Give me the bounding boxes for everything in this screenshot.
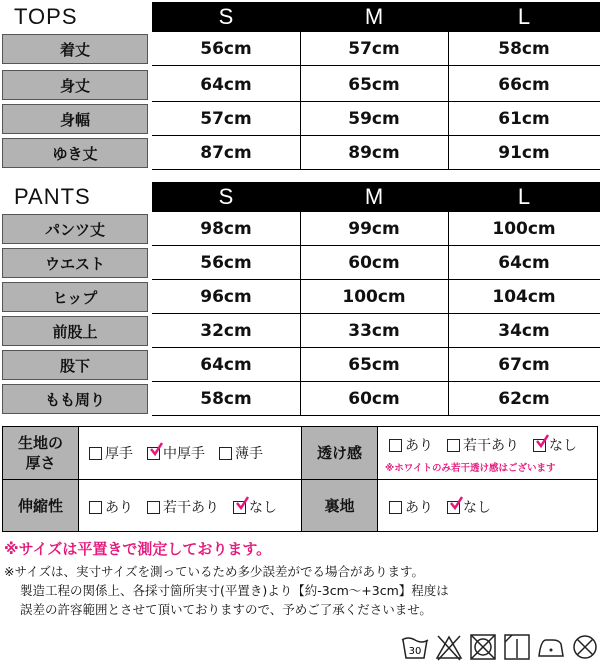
option-label: 薄手 [235, 446, 263, 462]
option-label: なし [463, 500, 491, 516]
disclaimer-line: 誤差の許容範囲とさせて頂いておりますので、予めご了承くださいませ。 [20, 602, 432, 617]
fabric-feature-table [2, 426, 598, 532]
size-value: 99cm [348, 219, 400, 239]
row-divider [152, 169, 600, 170]
column-divider [448, 32, 449, 170]
checkbox-icon [89, 501, 102, 514]
option-yes[interactable] [389, 497, 433, 517]
size-value: 100cm [342, 287, 406, 307]
line-dry-shade-icon [502, 632, 532, 662]
option-none[interactable] [533, 435, 577, 455]
size-value: 57cm [200, 109, 252, 129]
column-divider [448, 212, 449, 416]
size-value: 64cm [498, 253, 550, 273]
size-value: 32cm [200, 321, 252, 341]
thickness-label [3, 427, 79, 479]
checkbox-icon [389, 439, 402, 452]
option-thin[interactable] [219, 443, 263, 463]
option-medium-thick[interactable] [147, 443, 205, 463]
row-label: もも周り [2, 384, 148, 414]
size-value: 87cm [200, 143, 252, 163]
option-label: あり [405, 438, 433, 454]
option-label: なし [249, 500, 277, 516]
option-yes[interactable] [389, 435, 433, 455]
option-label: なし [549, 438, 577, 454]
sheer-options [389, 435, 591, 455]
low-iron-icon [536, 632, 566, 662]
dry-clean-icon [570, 632, 600, 662]
size-value: 56cm [200, 39, 252, 59]
size-value: 59cm [348, 109, 400, 129]
size-value: 104cm [492, 287, 556, 307]
size-value: 60cm [348, 389, 400, 409]
size-value: 65cm [348, 355, 400, 375]
row-label: 身丈 [2, 70, 148, 100]
size-value: 58cm [200, 389, 252, 409]
pants-header-s: S [152, 182, 300, 212]
size-value: 67cm [498, 355, 550, 375]
option-label: 中厚手 [163, 446, 205, 462]
sheer-note: ※ホワイトのみ若干透け感はございます [385, 463, 556, 474]
option-label: あり [105, 500, 133, 516]
row-label: ゆき丈 [2, 138, 148, 168]
checkbox-checked-icon [533, 439, 546, 452]
size-value: 57cm [348, 39, 400, 59]
row-label: ウエスト [2, 248, 148, 278]
lining-label: 裏地 [302, 480, 378, 531]
option-none[interactable] [447, 497, 491, 517]
size-value: 34cm [498, 321, 550, 341]
size-value: 61cm [498, 109, 550, 129]
size-value: 98cm [200, 219, 252, 239]
thickness-label-line2: 厚さ [25, 454, 56, 472]
size-value: 65cm [348, 75, 400, 95]
no-bleach-icon [434, 632, 464, 662]
row-label: パンツ丈 [2, 214, 148, 244]
sheer-label: 透け感 [302, 427, 378, 479]
stretch-options [89, 497, 291, 517]
row-label: 前股上 [2, 316, 148, 346]
feature-divider [3, 479, 597, 480]
wash-temp-label: 30 [408, 646, 422, 657]
checkbox-icon [219, 447, 232, 460]
column-divider [300, 212, 301, 416]
option-label: あり [405, 500, 433, 516]
column-divider [300, 32, 301, 170]
disclaimer-line: ※サイズは、実寸サイズを測っているため多少誤差がでる場合があります。 [4, 564, 424, 579]
row-label: ヒップ [2, 282, 148, 312]
pants-title: PANTS [14, 184, 91, 209]
tops-header-s: S [152, 2, 300, 32]
row-label: 着丈 [2, 34, 148, 64]
disclaimer-line: 製造工程の関係上、各採寸箇所実寸(平置き)より【約-3cm〜+3cm】程度は [20, 583, 449, 598]
checkbox-icon [89, 447, 102, 460]
pants-header-l: L [448, 182, 600, 212]
care-symbols [400, 632, 600, 662]
option-thick[interactable] [89, 443, 133, 463]
size-value: 96cm [200, 287, 252, 307]
flat-measure-note: ※サイズは平置きで測定しております。 [4, 540, 272, 558]
tops-header-m: M [300, 2, 448, 32]
hand-wash-30-icon [400, 632, 430, 662]
tops-title: TOPS [14, 4, 78, 29]
option-slight[interactable] [147, 497, 219, 517]
checkbox-icon [389, 501, 402, 514]
option-yes[interactable] [89, 497, 133, 517]
checkbox-icon [447, 439, 460, 452]
no-tumble-dry-icon [468, 632, 498, 662]
size-value: 62cm [498, 389, 550, 409]
thickness-options [89, 443, 277, 463]
option-label: 若干あり [163, 500, 219, 516]
size-value: 89cm [348, 143, 400, 163]
size-value: 91cm [498, 143, 550, 163]
size-value: 66cm [498, 75, 550, 95]
pants-header-m: M [300, 182, 448, 212]
row-label: 身幅 [2, 104, 148, 134]
checkbox-icon [147, 501, 160, 514]
size-value: 100cm [492, 219, 556, 239]
option-slight[interactable] [447, 435, 519, 455]
size-value: 60cm [348, 253, 400, 273]
size-value: 33cm [348, 321, 400, 341]
size-value: 56cm [200, 253, 252, 273]
option-label: 若干あり [463, 438, 519, 454]
size-disclaimer [4, 562, 600, 619]
checkbox-checked-icon [147, 447, 160, 460]
row-divider [152, 65, 600, 66]
size-value: 64cm [200, 355, 252, 375]
checkbox-checked-icon [447, 501, 460, 514]
tops-header-l: L [448, 2, 600, 32]
size-value: 58cm [498, 39, 550, 59]
lining-options [389, 497, 505, 517]
stretch-label: 伸縮性 [3, 480, 79, 531]
row-divider [152, 415, 600, 416]
thickness-label-line1: 生地の [17, 434, 63, 452]
checkbox-checked-icon [233, 501, 246, 514]
row-label: 股下 [2, 350, 148, 380]
option-none[interactable] [233, 497, 277, 517]
size-value: 64cm [200, 75, 252, 95]
option-label: 厚手 [105, 446, 133, 462]
